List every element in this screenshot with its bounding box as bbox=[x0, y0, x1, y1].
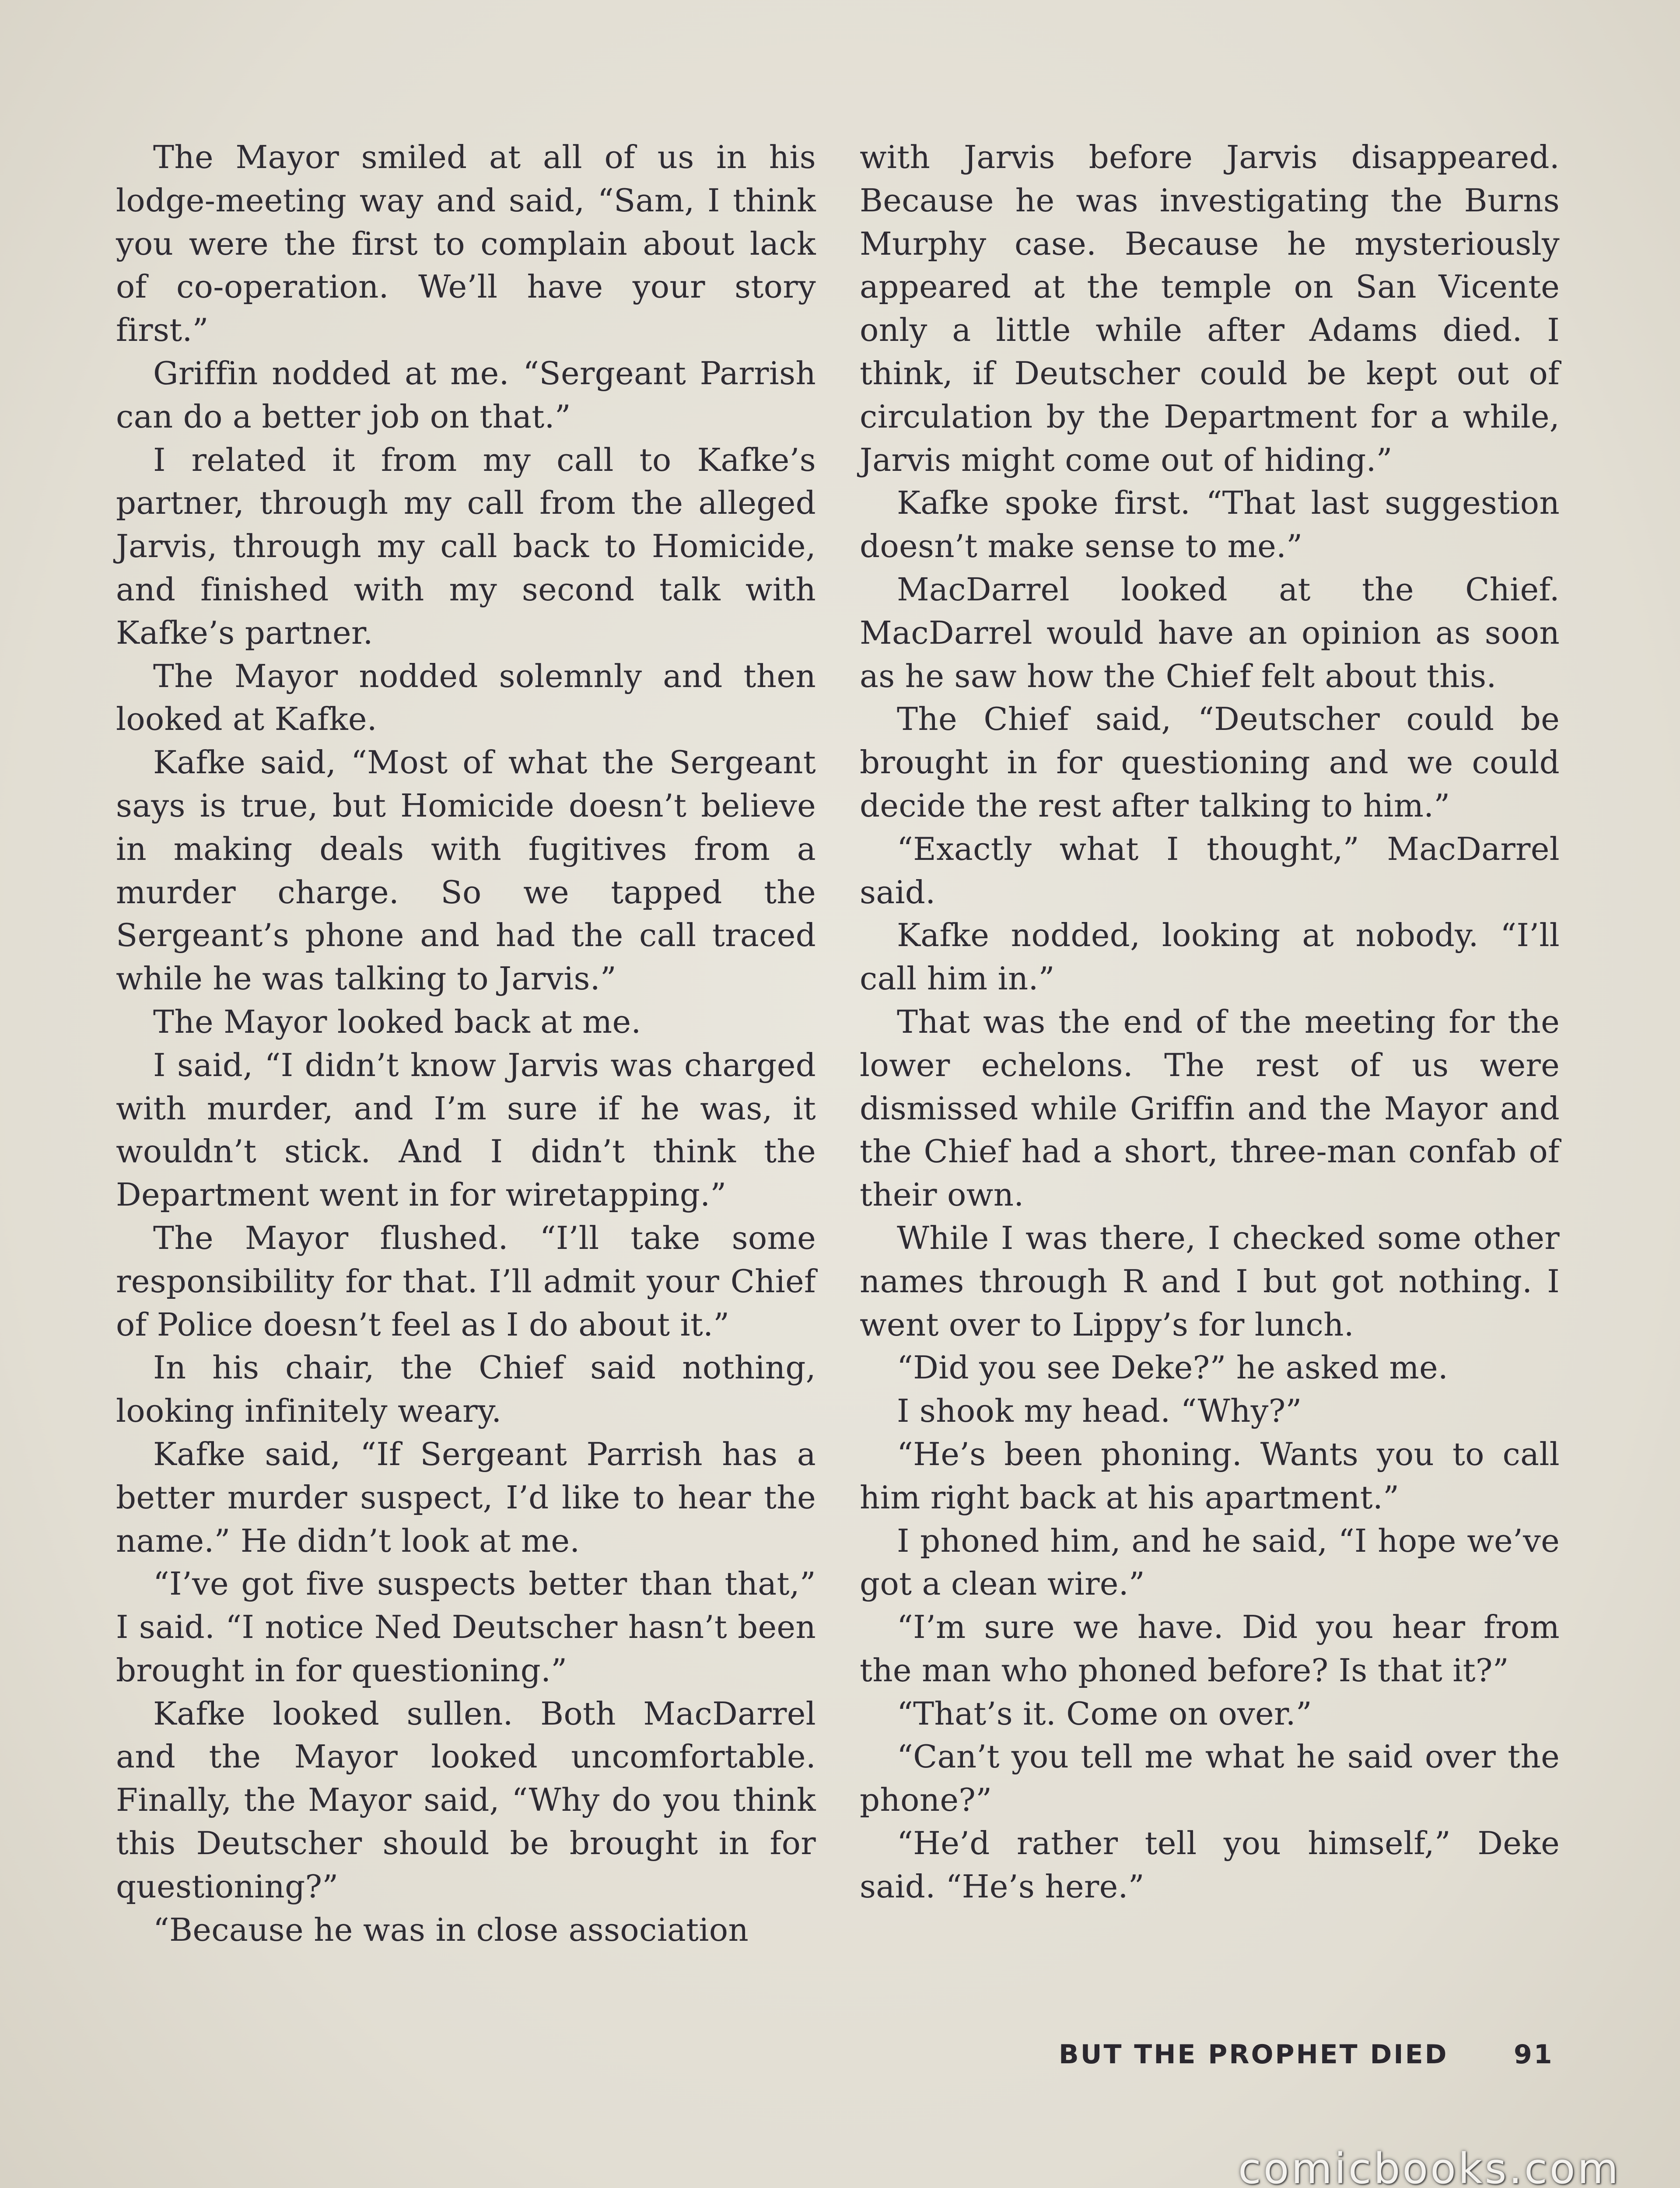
paragraph: “He’d rather tell you himself,” Deke said. “He’s here.” bbox=[860, 1825, 1560, 1905]
paragraph: MacDarrel looked at the Chief. MacDarrel would have an opinion as soon as he saw how the Chief felt about this. bbox=[860, 571, 1560, 694]
paragraph: While I was there, I checked some other names through R and I but got nothing. I went over to Lippy’s for lunch. bbox=[860, 1219, 1560, 1343]
paragraph: “I’ve got five suspects better than that,” I said. “I notice Ned Deutscher hasn’t been brought in for questioning.” bbox=[116, 1565, 816, 1689]
paragraph: “Exactly what I thought,” MacDarrel said. bbox=[860, 830, 1560, 911]
left-text-column bbox=[116, 136, 816, 1951]
paragraph: I said, “I didn’t know Jarvis was charged with murder, and I’m sure if he was, it wouldn’t stick. And I didn’t think the Department went in for wiretapping.” bbox=[116, 1046, 816, 1213]
page-footer bbox=[1059, 2039, 1558, 2070]
paragraph: “I’m sure we have. Did you hear from the man who phoned before? Is that it?” bbox=[860, 1609, 1560, 1689]
paragraph: The Mayor smiled at all of us in his lodge-meeting way and said, “Sam, I think you were the first to complain about lack of co-operation. We’ll have your story first.” bbox=[116, 139, 816, 349]
watermark: comicbooks.com bbox=[1238, 2144, 1621, 2188]
paragraph: I shook my head. “Why?” bbox=[897, 1392, 1302, 1430]
paragraph: “Can’t you tell me what he said over the phone?” bbox=[860, 1738, 1560, 1819]
paragraph: The Chief said, “Deutscher could be brought in for questioning and we could decide the rest after talking to him.” bbox=[860, 701, 1560, 824]
page-number: 91 bbox=[1514, 2039, 1554, 2070]
paragraph: The Mayor flushed. “I’ll take some responsibility for that. I’ll admit your Chief of Police doesn’t feel as I do about it.” bbox=[116, 1219, 816, 1343]
paragraph: I related it from my call to Kafke’s partner, through my call from the alleged Jarvis, through my call back to Homicide, and finished with my second talk with Kafke’s partner. bbox=[116, 441, 816, 651]
paragraph: “That’s it. Come on over.” bbox=[897, 1695, 1312, 1732]
paragraph-continuation: with Jarvis before Jarvis disappeared. Because he was investigating the Burns Murphy case. Because he mysteriously appeared at the temple on San Vicente only a little while after Adams died. I think, if Deutscher could be kept out of circulation by the Department for a while, Jarvis might come out of hiding.” bbox=[860, 139, 1560, 478]
paragraph: The Mayor nodded solemnly and then looked at Kafke. bbox=[116, 657, 816, 738]
paragraph: The Mayor looked back at me. bbox=[153, 1003, 641, 1040]
paragraph: I phoned him, and he said, “I hope we’ve got a clean wire.” bbox=[860, 1522, 1560, 1602]
right-text-column bbox=[860, 136, 1560, 1908]
paragraph: Kafke spoke first. “That last suggestion doesn’t make sense to me.” bbox=[860, 484, 1560, 565]
paragraph: That was the end of the meeting for the lower echelons. The rest of us were dismissed while Griffin and the Mayor and the Chief had a short, three-man confab of their own. bbox=[860, 1003, 1560, 1213]
running-title: BUT THE PROPHET DIED bbox=[1059, 2039, 1449, 2070]
paragraph: “Because he was in close association bbox=[153, 1911, 749, 1948]
paragraph: “He’s been phoning. Wants you to call him right back at his apartment.” bbox=[860, 1435, 1560, 1516]
paragraph: Kafke said, “Most of what the Sergeant says is true, but Homicide doesn’t believe in making deals with fugitives from a murder charge. So we tapped the Sergeant’s phone and had the call traced while he was talking to Jarvis.” bbox=[116, 744, 816, 997]
paragraph: Kafke said, “If Sergeant Parrish has a better murder suspect, I’d like to hear the name.” He didn’t look at me. bbox=[116, 1435, 816, 1559]
paragraph: Griffin nodded at me. “Sergeant Parrish can do a better job on that.” bbox=[116, 354, 816, 435]
paragraph: Kafke nodded, looking at nobody. “I’ll call him in.” bbox=[860, 917, 1560, 997]
paragraph: “Did you see Deke?” he asked me. bbox=[897, 1349, 1449, 1386]
paragraph: Kafke looked sullen. Both MacDarrel and the Mayor looked uncomfortable. Finally, the Mayor said, “Why do you think this Deutscher should be brought in for questioning?” bbox=[116, 1695, 816, 1905]
paragraph: In his chair, the Chief said nothing, looking infinitely weary. bbox=[116, 1349, 816, 1430]
